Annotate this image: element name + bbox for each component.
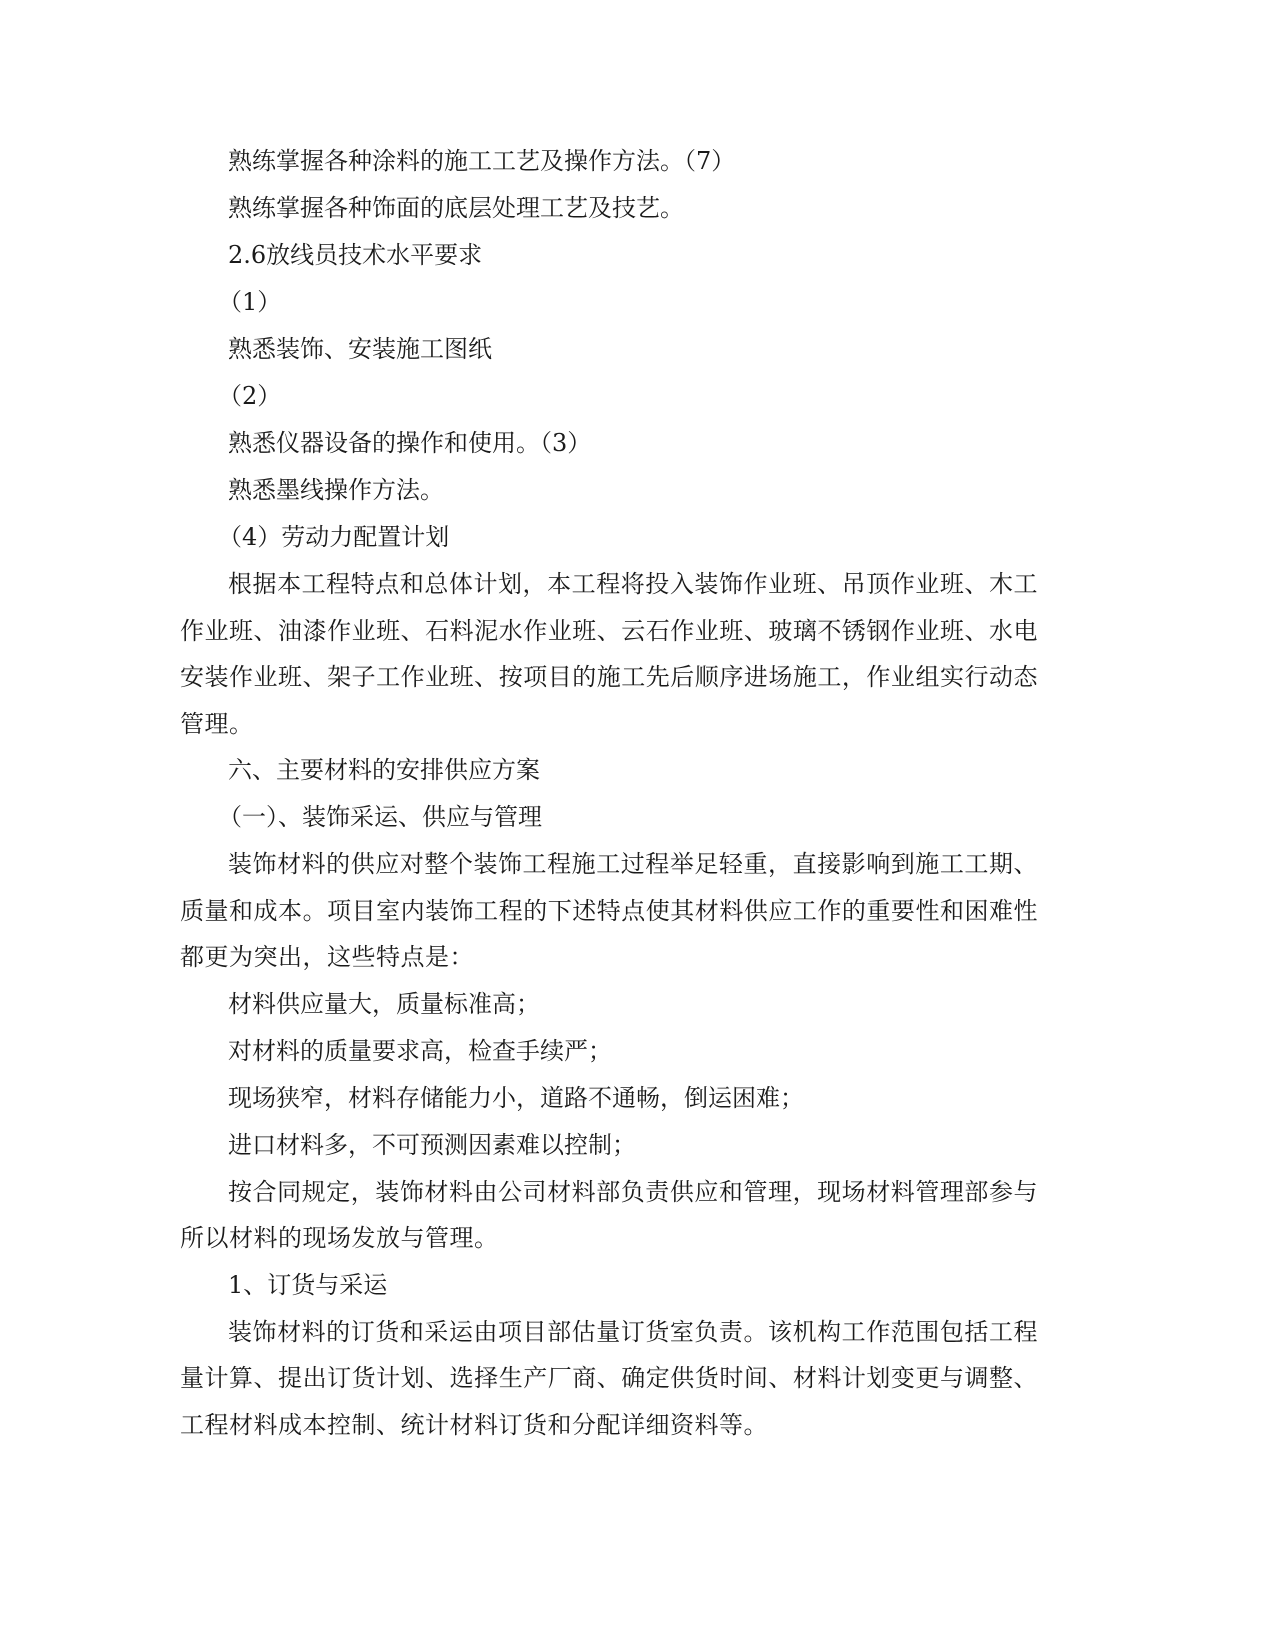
text-line: 熟练掌握各种涂料的施工工艺及操作方法。（7） [228,147,736,175]
text-line: 熟练掌握各种饰面的底层处理工艺及技艺。 [228,194,684,222]
list-marker: （2） [218,382,282,410]
subsection-heading: （4）劳动力配置计划 [218,523,450,551]
paragraph-labor: 根据本工程特点和总体计划，本工程将投入装饰作业班、吊顶作业班、木工作业班、油漆作业班、石料泥水作业班、云石作业班、玻璃不锈钢作业班、水电安装作业班、架子工作业班、按项目的施工先后顺序进场施工，作业组实行动态管理。 [180,570,1038,738]
paragraph-contract: 按合同规定，装饰材料由公司材料部负责供应和管理，现场材料管理部参与所以材料的现场发放与管理。 [180,1177,1038,1252]
list-item: 对材料的质量要求高，检查手续严； [228,1036,612,1065]
text-line: 熟悉墨线操作方法。 [228,476,444,504]
subsection-heading: 1、订货与采运 [228,1270,388,1299]
list-marker: （1） [218,288,282,316]
paragraph-supply: 装饰材料的供应对整个装饰工程施工过程举足轻重，直接影响到施工工期、质量和成本。项目室内装饰工程的下述特点使其材料供应工作的重要性和困难性都更为突出，这些特点是： [180,850,1038,971]
list-item: 现场狭窄，材料存储能力小，道路不通畅，倒运困难； [228,1083,804,1112]
list-item: 材料供应量大，质量标准高； [228,989,540,1018]
text-line: 熟悉装饰、安装施工图纸 [228,335,492,363]
document-page [180,138,1038,1448]
section-heading: 2.6放线员技术水平要求 [228,241,483,269]
chapter-heading: 六、主要材料的安排供应方案 [228,756,540,784]
text-line: 熟悉仪器设备的操作和使用。（3） [228,429,592,457]
subsection-heading: （一）、装饰采运、供应与管理 [218,803,542,831]
list-item: 进口材料多，不可预测因素难以控制； [228,1130,636,1159]
paragraph-ordering: 装饰材料的订货和采运由项目部估量订货室负责。该机构工作范围包括工程量计算、提出订货计划、选择生产厂商、确定供货时间、材料计划变更与调整、工程材料成本控制、统计材料订货和分配详细资料等。 [180,1317,1038,1439]
